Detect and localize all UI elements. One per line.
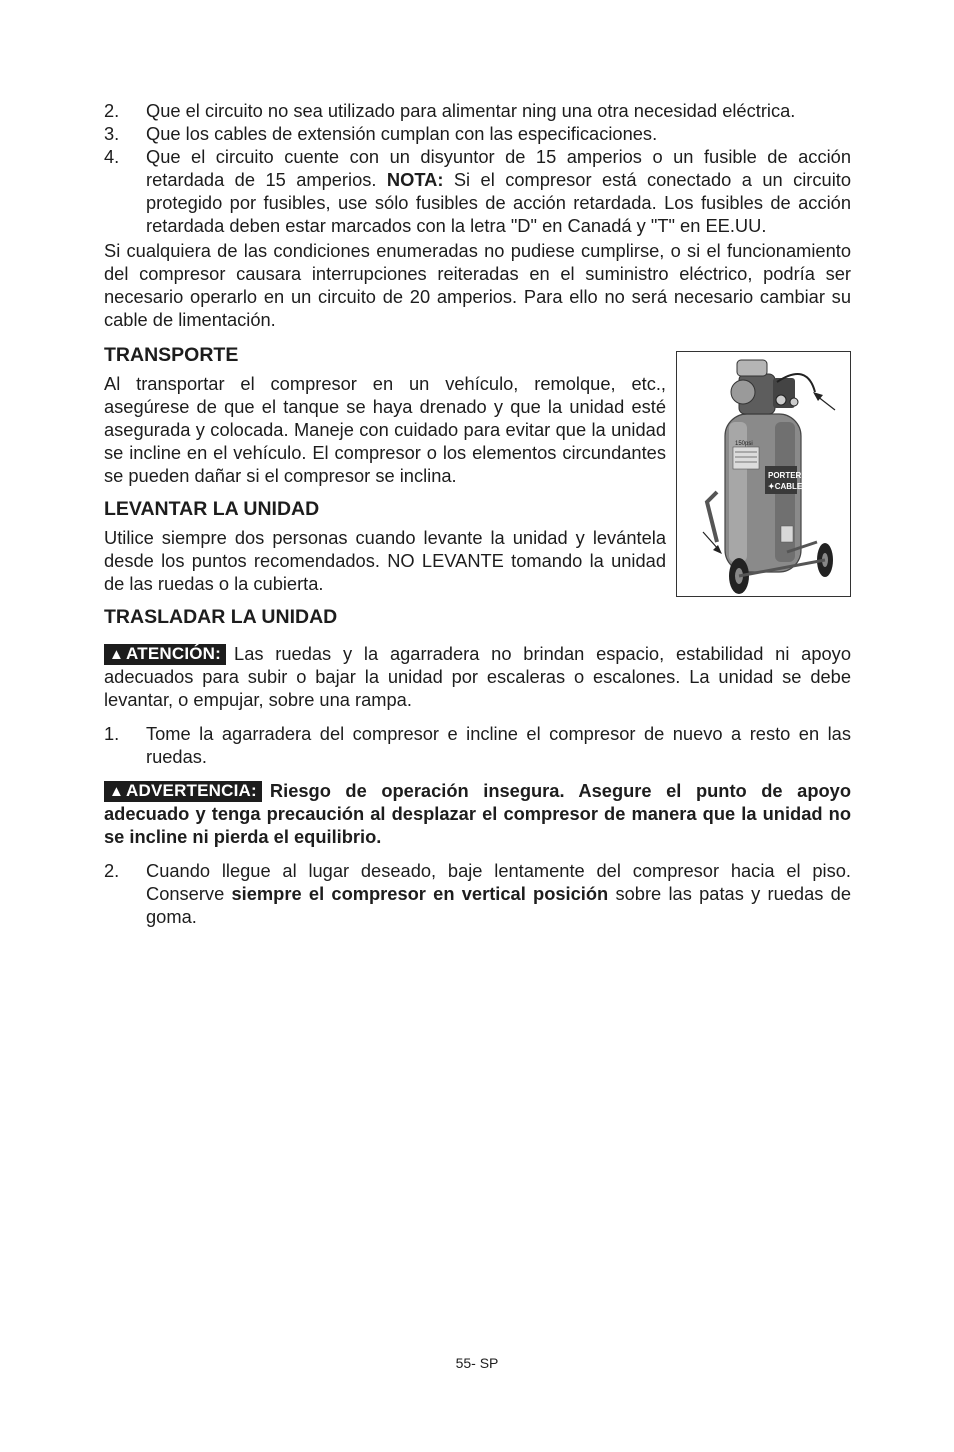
list-text: Tome la agarradera del compresor e incline el compresor de nuevo a resto en las ruedas.	[146, 723, 851, 767]
heading-transporte: TRANSPORTE	[104, 344, 239, 366]
page-number: 55- SP	[455, 1355, 499, 1371]
advertencia-badge	[104, 781, 262, 802]
advertencia-paragraph	[104, 779, 851, 848]
compressor-figure	[676, 351, 851, 597]
list-text	[146, 859, 851, 928]
list-number: 2.	[104, 100, 120, 121]
heading-levantar: LEVANTAR LA UNIDAD	[104, 498, 320, 520]
brand-line2: ✦CABLE	[768, 482, 803, 491]
list-item	[104, 145, 851, 237]
compressor-illustration	[677, 352, 850, 596]
list-text	[146, 145, 851, 237]
transport-section	[104, 343, 851, 595]
list-text-part: Que el circuito cuente con un disyuntor de 15 amperios o un fusible de acción retardada de 15 amperios.	[146, 146, 851, 190]
page-body	[104, 99, 851, 928]
conditions-paragraph: Si cualquiera de las condiciones enumeradas no pudiese cumplirse, o si el funcionamiento del compresor causara interrupciones reiteradas en el suministro eléctrico, podría ser necesario operarlo en un circuito de 20 amperios. Para ello no será necesario cambiar su cable de limentación.	[104, 240, 851, 330]
atencion-text: Las ruedas y la agarradera no brindan espacio, estabilidad ni apoyo adecuados para subir o bajar la unidad por escaleras o escalones. La unidad se debe levantar, o empujar, sobre una rampa.	[104, 643, 851, 710]
list-number: 1.	[104, 723, 120, 744]
tank-label: 150psi	[735, 441, 753, 447]
list-text: Que el circuito no sea utilizado para alimentar ning una otra necesidad eléctrica.	[146, 100, 796, 121]
list-text: Que los cables de extensión cumplan con las especificaciones.	[146, 123, 658, 144]
brand-line1: PORTER	[768, 471, 802, 480]
list-text-bold: siempre el compresor en vertical posición	[231, 883, 609, 904]
transport-text-column	[104, 343, 666, 595]
list-text-part: Cuando llegue al lugar deseado, baje lentamente del compresor hacia el piso. Conserve	[146, 860, 851, 904]
transporte-paragraph: Al transportar el compresor en un vehículo, remolque, etc., asegúrese de que el tanque se haya drenado y que la unidad esté asegurada y colocada. Maneje con cuidado para evitar que la unidad se incline en el vehículo. El compresor o los elementos circundantes se pueden dañar si el compresor se inclina.	[104, 373, 666, 486]
atencion-label: ATENCIÓN:	[126, 644, 222, 663]
list-item	[104, 99, 851, 122]
atencion-paragraph	[104, 642, 851, 711]
atencion-badge	[104, 644, 226, 665]
advertencia-label: ADVERTENCIA:	[126, 781, 257, 800]
warning-triangle-icon: ▲	[109, 646, 125, 663]
list-text-part: sobre las patas y ruedas de goma.	[146, 883, 851, 927]
advertencia-text: Riesgo de operación insegura. Asegure el punto de apoyo adecuado y tenga precaución al desplazar el compresor de manera que la unidad no se incline ni pierda el equilibrio.	[104, 780, 851, 847]
list-text-part: Si el compresor está conectado a un circuito protegido por fusibles, use sólo fusibles de acción retardada. Los fusibles de acción retardada deben estar marcados con la letra "D" en Canadá y "T" en EE.UU.	[146, 169, 852, 236]
list-item	[104, 722, 851, 768]
list-number: 3.	[104, 123, 120, 144]
warning-triangle-icon: ▲	[109, 783, 125, 800]
heading-trasladar: TRASLADAR LA UNIDAD	[104, 606, 338, 628]
list-number: 4.	[104, 146, 120, 167]
levantar-paragraph: Utilice siempre dos personas cuando levante la unidad y levántela desde los puntos recomendados. NO LEVANTE tomando la unidad de las ruedas o la cubierta.	[104, 527, 666, 594]
nota-label: NOTA:	[386, 169, 444, 190]
list-number: 2.	[104, 860, 120, 881]
list-item	[104, 859, 851, 928]
list-item	[104, 122, 851, 145]
